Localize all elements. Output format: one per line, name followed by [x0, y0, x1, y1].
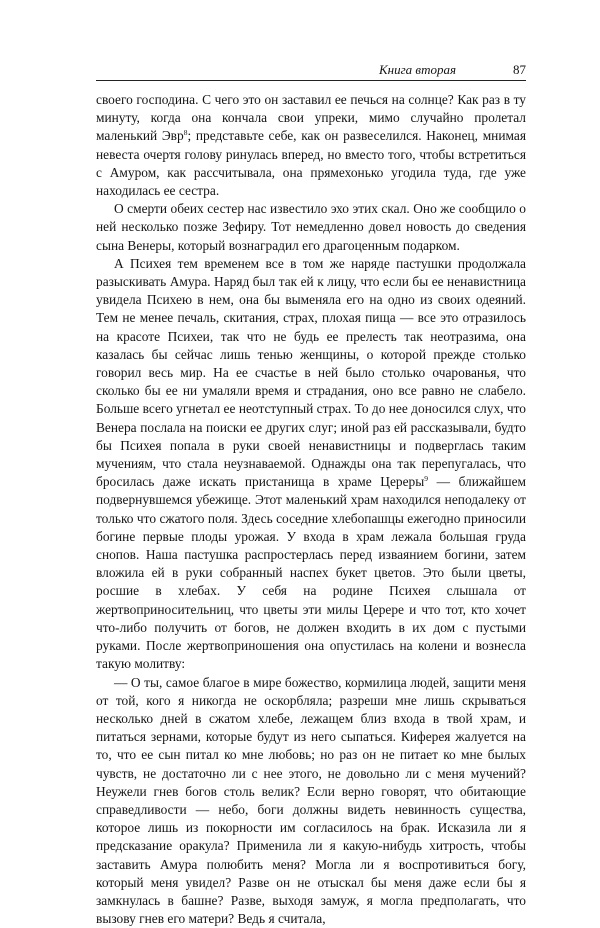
- page-number: 87: [513, 62, 526, 78]
- paragraph-1: [96, 91, 526, 200]
- paragraph-3-text-b: — ближайшем подвернувшемся убежище. Этот маленький храм находился неподалеку от только что сжатого поля. Здесь соседние хлебопашцы ежегодно приносили богине первые плоды урожая. У входа в храм лежала большая груда снопов. Наша пастушка распростерлась перед изваянием богини, затем вложила ей в руки собранный наспех букет цветов. Это были цветы, росшие в хлебах. У себя на родине Психея слышала от жертвоприносительниц, что цветы эти милы Церере и что тот, кто хочет что-либо получить от богов, не должен входить в их дом с пустыми руками. После жертвоприношения она опустилась на колени и вознесла такую молитву:: [96, 474, 526, 671]
- paragraph-1-text-b: ; представьте себе, как он развеселился. Наконец, мнимая невеста очертя голову ринулась вперед, но вместо того, чтобы встретиться с Амуром, как рассчитывала, она прямехонько угодила туда, где уже находилась ее сестра.: [96, 128, 526, 198]
- running-title: Книга вторая: [379, 62, 456, 78]
- paragraph-3-text-a: А Психея тем временем все в том же наряде пастушки продолжала разыскивать Амура. Наряд был так ей к лицу, что если бы ее ненавистница увидела Психею в нем, она бы выменяла его на одно из своих одеяний. Тем не менее печаль, скитания, страх, плохая пища — все это отразилось на красоте Психеи, так что не будь ее прелесть так неотразима, она казалась бы сейчас лишь тенью женщины, о которой прежде столько говорил весь мир. На ее счастье в ней было столько очарованья, что сколько бы ее ни умаляли время и страдания, оно все равно не слабело. Больше всего угнетал ее неотступный страх. То до нее доносился слух, что Венера послала на поиски ее других слуг; иной раз ей рассказывали, будто бы Психея попала в руки своей ненавистницы и подверглась таким мучениям, что стала неузнаваемой. Однажды она так перепугалась, что бросилась даже искать пристанища в храме Цереры: [96, 256, 526, 489]
- footnote-ref-8: 8: [184, 128, 188, 137]
- body-text: [96, 91, 526, 928]
- footnote-ref-9: 9: [424, 474, 428, 483]
- header-rule: [96, 80, 526, 81]
- paragraph-2: О смерти обеих сестер нас известило эхо этих скал. Оно же сообщило о ней несколько позже Зефиру. Тот немедленно довел новость до сведения сына Венеры, который вознаградил его драгоценным подарком.: [96, 200, 526, 255]
- page-header: [96, 62, 526, 78]
- paragraph-3: [96, 255, 526, 674]
- paragraph-1-text-a: своего господина. С чего это он заставил ее печься на солнце? Как раз в ту минуту, когда она кончала свои упреки, мимо случайно пролетал маленький Эвр: [96, 92, 526, 143]
- paragraph-4-prayer: — О ты, самое благое в мире божество, кормилица людей, защити меня от той, кого я никогда не оскорбляла; разреши мне лишь скрываться несколько дней в сжатом хлебе, лежащем близ входа в твой храм, и питаться зернами, которые будут из него сыпаться. Киферея жалуется на то, что ее сын питал ко мне любовь; но раз он не питает ко мне былых чувств, не достаточно ли с нее этого, не довольно ли с меня мучений? Неужели гнев богов столь велик? Если верно говорят, что обитающие справедливости — небо, боги должны видеть невинность существа, которое лишь из покорности им согласилось на брак. Исказила ли я предсказание оракула? Применила ли я какую-нибудь хитрость, чтобы заставить Амура полюбить меня? Могла ли я воспротивиться богу, который меня увидел? Разве он не отыскал бы меня даже если бы я замкнулась в башне? Разве, выходя замуж, я могла предполагать, что вызову гнев его матери? Ведь я считала,: [96, 674, 526, 928]
